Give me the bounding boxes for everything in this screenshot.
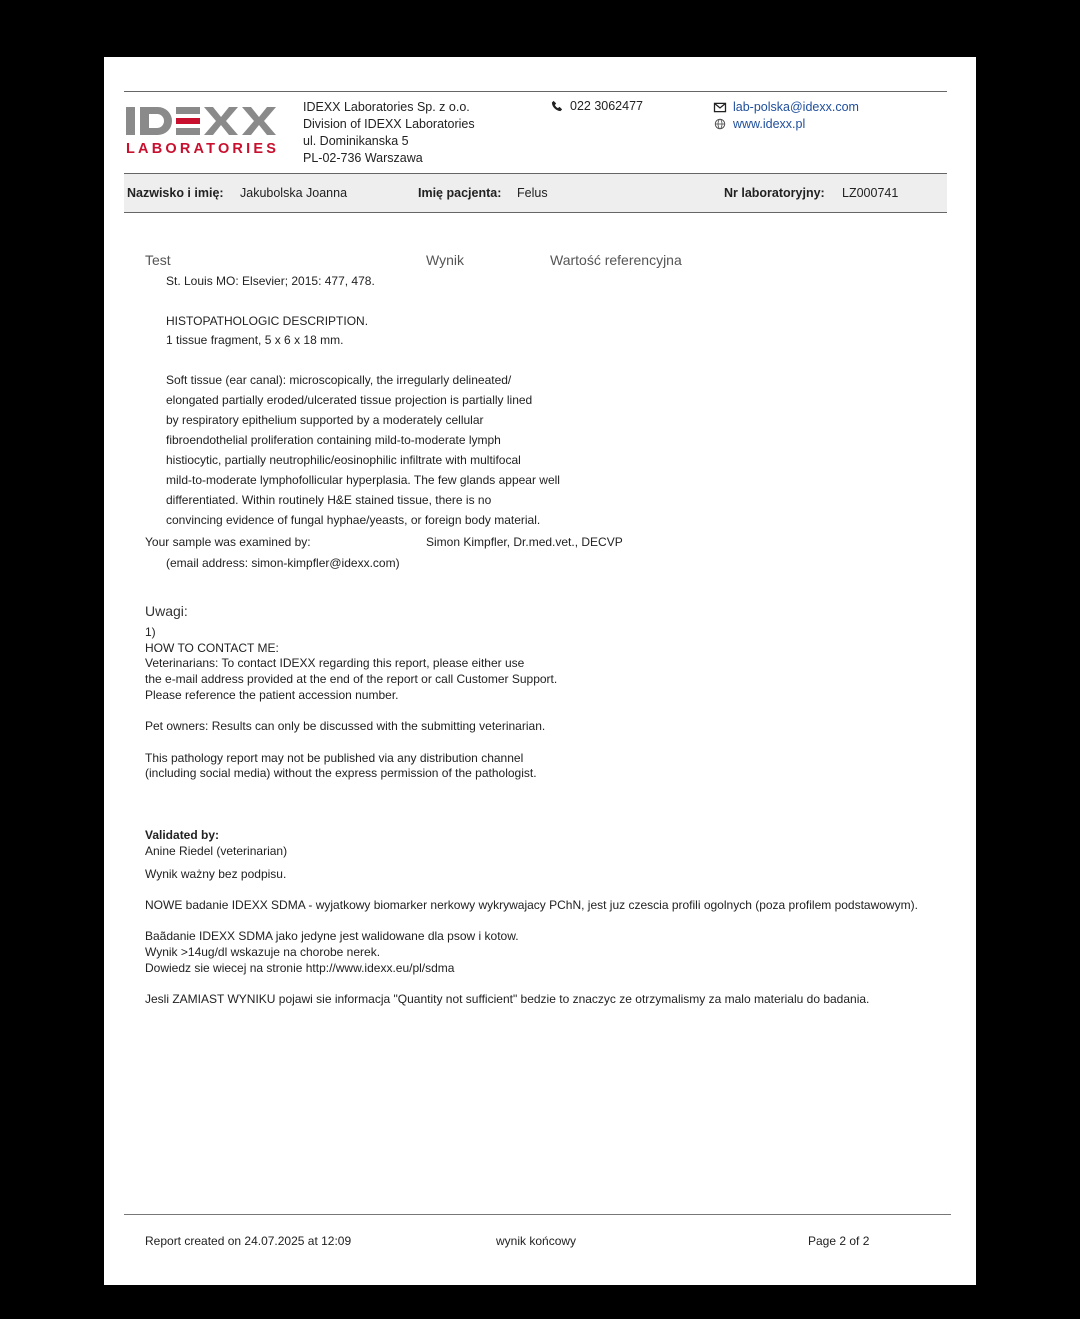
remark-line: Veterinarians: To contact IDEXX regarding this report, please either use (145, 656, 525, 671)
address-line: ul. Dominikanska 5 (303, 134, 409, 148)
histo-line: differentiated. Within routinely H&E stained tissue, there is no (166, 493, 492, 507)
remark-line: Please reference the patient accession number. (145, 687, 399, 702)
remarks-block (145, 625, 557, 782)
logo-laboratories-text: LABORATORIES (126, 141, 280, 157)
remark-line (145, 704, 557, 720)
histo-line: elongated partially eroded/ulcerated tissue projection is partially lined (166, 393, 533, 407)
qns-note: Jesli ZAMIAST WYNIKU pojawi sie informacja "Quantity not sufficient" bedzie to znaczyc ze otrzymalismy za malo materialu do badania. (145, 992, 870, 1006)
patient-label: Imię pacjenta: (418, 186, 502, 200)
histo-description (166, 370, 560, 530)
lab-address (303, 99, 475, 167)
histo-line: convincing evidence of fungal hyphae/yeasts, or foreign body material. (166, 513, 541, 527)
report-created: Report created on 24.07.2025 at 12:09 (145, 1234, 352, 1248)
column-header-result: Wynik (426, 252, 464, 268)
report-page (104, 57, 976, 1285)
remark-line: the e-mail address provided at the end of the report or call Customer Support. (145, 672, 558, 687)
sdma-line: Baãdanie IDEXX SDMA jako jedyne jest walidowane dla psow i kotow. (145, 929, 519, 943)
histo-title: HISTOPATHOLOGIC DESCRIPTION. (166, 314, 369, 328)
remarks-title: Uwagi: (145, 603, 188, 619)
sdma-line: Wynik >14ug/dl wskazuje na chorobe nerek. (145, 945, 381, 959)
remark-line: 1) (145, 625, 156, 639)
header-top-rule (124, 91, 947, 92)
phone-icon (550, 100, 564, 112)
owner-value: Jakubolska Joanna (240, 186, 348, 200)
examined-by-label: Your sample was examined by: (145, 535, 311, 549)
phone-number: 022 3062477 (570, 99, 643, 113)
remark-line (145, 735, 557, 751)
address-line: IDEXX Laboratories Sp. z o.o. (303, 100, 470, 114)
address-line: Division of IDEXX Laboratories (303, 117, 475, 131)
remark-line: Pet owners: Results can only be discussed with the submitting veterinarian. (145, 719, 546, 734)
examiner-email: (email address: simon-kimpfler@idexx.com) (166, 556, 400, 570)
column-header-reference: Wartość referencyjna (550, 252, 682, 268)
no-signature-note: Wynik ważny bez podpisu. (145, 867, 287, 881)
citation-text: St. Louis MO: Elsevier; 2015: 477, 478. (166, 274, 375, 288)
phone-contact (550, 99, 643, 113)
remark-line: This pathology report may not be published via any distribution channel (145, 750, 524, 765)
page-number: Page 2 of 2 (808, 1234, 870, 1248)
validator-name: Anine Riedel (veterinarian) (145, 844, 288, 858)
column-header-test: Test (145, 252, 171, 268)
histo-line: Soft tissue (ear canal): microscopically, the irregularly delineated/ (166, 373, 512, 387)
report-status: wynik końcowy (496, 1234, 577, 1248)
sdma-new-note: NOWE badanie IDEXX SDMA - wyjatkowy biomarker nerkowy wykrywajacy PChN, jest juz czescia profili ogolnych (poza profilem podstawowym). (145, 898, 918, 912)
patient-value: Felus (517, 186, 548, 200)
globe-icon (713, 118, 727, 130)
online-contact (713, 99, 859, 133)
footer-rule (124, 1214, 951, 1215)
lab-number-value: LZ000741 (842, 186, 899, 200)
mail-icon (713, 102, 727, 113)
address-line: PL-02-736 Warszawa (303, 151, 423, 165)
email-link[interactable]: lab-polska@idexx.com (733, 100, 859, 114)
histo-line: histiocytic, partially neutrophilic/eosinophilic infiltrate with multifocal (166, 453, 521, 467)
examiner-name: Simon Kimpfler, Dr.med.vet., DECVP (426, 535, 623, 549)
histo-line: mild-to-moderate lymphofollicular hyperplasia. The few glands appear well (166, 473, 560, 487)
sdma-info (145, 928, 519, 976)
owner-label: Nazwisko i imię: (127, 186, 224, 200)
idexx-logo (124, 101, 284, 141)
histo-line: fibroendothelial proliferation containing mild-to-moderate lymph (166, 433, 501, 447)
validated-by-label: Validated by: (145, 828, 220, 842)
website-link[interactable]: www.idexx.pl (733, 117, 806, 131)
histo-line: by respiratory epithelium supported by a moderately cellular (166, 413, 484, 427)
remark-line: (including social media) without the express permission of the pathologist. (145, 766, 537, 781)
sdma-line: Dowiedz sie wiecej na stronie http://www.idexx.eu/pl/sdma (145, 961, 455, 975)
histo-sample: 1 tissue fragment, 5 x 6 x 18 mm. (166, 333, 344, 347)
patient-info-band (124, 173, 947, 213)
remark-line: HOW TO CONTACT ME: (145, 640, 279, 655)
lab-number-label: Nr laboratoryjny: (724, 186, 825, 200)
